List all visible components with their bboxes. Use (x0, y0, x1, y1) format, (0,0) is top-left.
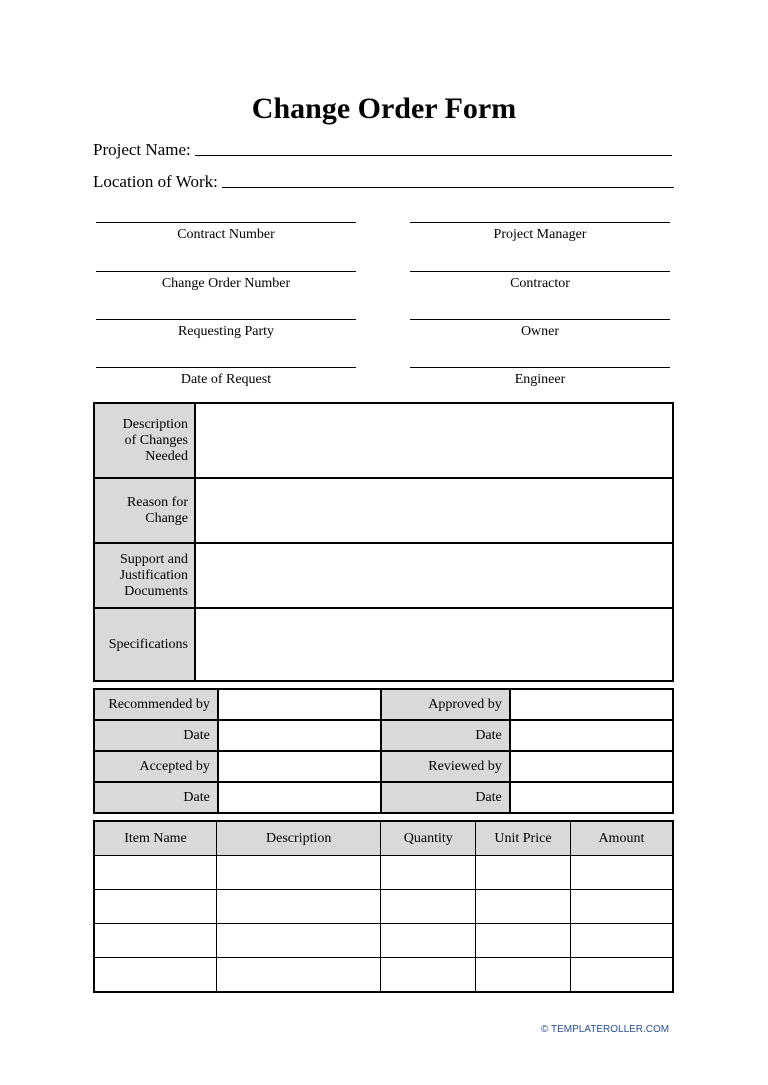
signature-line (410, 319, 670, 320)
accepted-date-input[interactable] (218, 782, 381, 813)
signature-line (410, 367, 670, 368)
reviewed-date-input[interactable] (510, 782, 673, 813)
table-cell[interactable] (216, 890, 380, 924)
location-row (93, 172, 674, 192)
accepted-by-label: Accepted by (94, 751, 218, 782)
approved-by-label: Approved by (381, 689, 510, 720)
accepted-by-input[interactable] (218, 751, 381, 782)
specifications-label: Specifications (94, 608, 195, 681)
table-row (94, 856, 673, 890)
location-label: Location of Work: (93, 172, 218, 191)
table-row (94, 720, 673, 751)
table-cell[interactable] (94, 856, 216, 890)
date-of-request-field[interactable] (96, 367, 356, 388)
project-name-row (93, 140, 672, 160)
engineer-field[interactable] (410, 367, 670, 388)
table-cell[interactable] (216, 958, 380, 993)
requesting-party-field[interactable] (96, 319, 356, 340)
table-cell[interactable] (570, 924, 673, 958)
table-cell[interactable] (381, 958, 476, 993)
table-cell[interactable] (94, 890, 216, 924)
owner-field[interactable] (410, 319, 670, 340)
quantity-header: Quantity (381, 821, 476, 856)
table-row (94, 782, 673, 813)
project-name-label: Project Name: (93, 140, 191, 159)
project-manager-field[interactable] (410, 222, 670, 243)
contractor-field[interactable] (410, 271, 670, 292)
table-row (94, 403, 673, 478)
contract-number-field[interactable] (96, 222, 356, 243)
table-cell[interactable] (570, 856, 673, 890)
table-cell[interactable] (381, 890, 476, 924)
footer-link[interactable]: © TEMPLATEROLLER.COM (541, 1024, 670, 1035)
approved-date-input[interactable] (510, 720, 673, 751)
table-cell[interactable] (216, 856, 380, 890)
requesting-party-label: Requesting Party (177, 324, 275, 339)
date-label: Date (381, 782, 510, 813)
signature-line (96, 222, 356, 223)
contractor-label: Contractor (510, 276, 570, 291)
project-manager-label: Project Manager (493, 227, 587, 242)
items-table (93, 820, 674, 993)
description-label: Description of Changes Needed (94, 403, 195, 478)
reviewed-by-label: Reviewed by (381, 751, 510, 782)
date-of-request-label: Date of Request (180, 372, 272, 387)
unit-price-header: Unit Price (476, 821, 571, 856)
description-header: Description (216, 821, 380, 856)
approved-by-input[interactable] (510, 689, 673, 720)
table-cell[interactable] (476, 890, 571, 924)
signature-line (96, 271, 356, 272)
table-cell[interactable] (94, 924, 216, 958)
table-row (94, 924, 673, 958)
signature-line (96, 367, 356, 368)
owner-label: Owner (520, 324, 560, 339)
date-label: Date (94, 782, 218, 813)
support-label: Support and Justification Documents (94, 543, 195, 608)
recommended-by-label: Recommended by (94, 689, 218, 720)
item-name-header: Item Name (94, 821, 216, 856)
table-cell[interactable] (381, 924, 476, 958)
table-row (94, 478, 673, 543)
table-cell[interactable] (476, 856, 571, 890)
table-cell[interactable] (476, 924, 571, 958)
table-row (94, 890, 673, 924)
signoff-table (93, 688, 674, 814)
table-cell[interactable] (570, 890, 673, 924)
table-header-row (94, 821, 673, 856)
table-cell[interactable] (476, 958, 571, 993)
reviewed-by-input[interactable] (510, 751, 673, 782)
location-field[interactable] (222, 187, 674, 188)
project-name-field[interactable] (195, 155, 672, 156)
recommended-by-input[interactable] (218, 689, 381, 720)
table-row (94, 608, 673, 681)
amount-header: Amount (570, 821, 673, 856)
signature-line (410, 222, 670, 223)
table-cell[interactable] (381, 856, 476, 890)
description-input[interactable] (195, 403, 673, 478)
table-cell[interactable] (94, 958, 216, 993)
table-row (94, 689, 673, 720)
page-title: Change Order Form (251, 92, 517, 125)
signature-line (96, 319, 356, 320)
change-details-table (93, 402, 674, 682)
date-label: Date (381, 720, 510, 751)
specifications-input[interactable] (195, 608, 673, 681)
contract-number-label: Contract Number (177, 227, 275, 242)
date-label: Date (94, 720, 218, 751)
table-cell[interactable] (216, 924, 380, 958)
change-order-number-field[interactable] (96, 271, 356, 292)
table-row (94, 958, 673, 993)
table-row (94, 751, 673, 782)
recommended-date-input[interactable] (218, 720, 381, 751)
signature-line (410, 271, 670, 272)
reason-label: Reason for Change (94, 478, 195, 543)
change-order-number-label: Change Order Number (161, 276, 291, 291)
support-input[interactable] (195, 543, 673, 608)
table-row (94, 543, 673, 608)
engineer-label: Engineer (514, 372, 566, 387)
reason-input[interactable] (195, 478, 673, 543)
table-cell[interactable] (570, 958, 673, 993)
